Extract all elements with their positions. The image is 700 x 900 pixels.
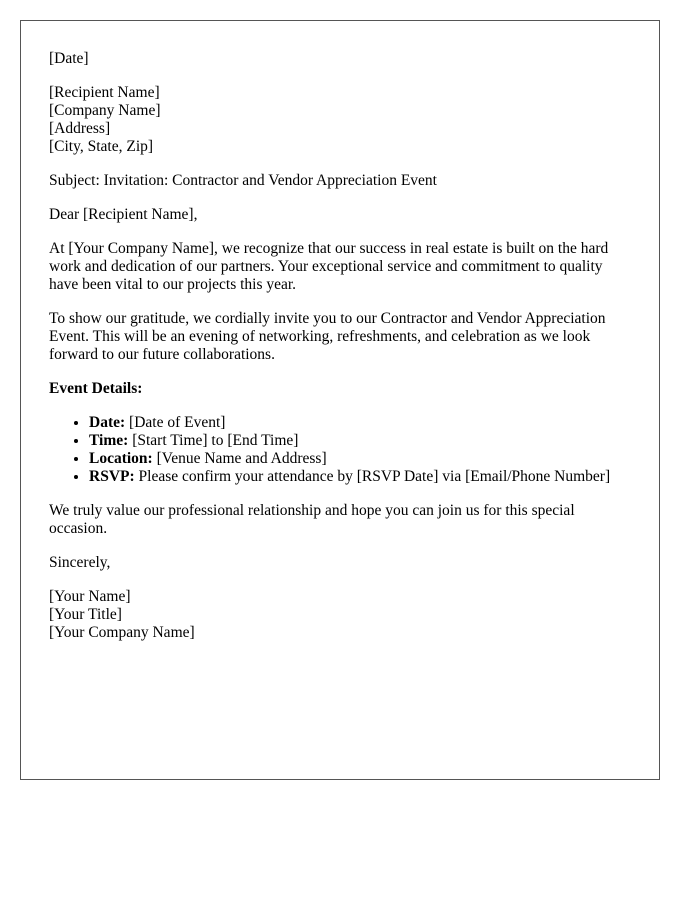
event-detail-rsvp [89, 468, 631, 486]
sign-off: Sincerely, [49, 554, 111, 571]
sender-title: [Your Title] [49, 606, 122, 623]
sender-signature-block [49, 588, 631, 642]
detail-label: Date: [89, 414, 126, 431]
detail-label: Location: [89, 450, 153, 467]
body-paragraph-invitation: To show our gratitude, we cordially invite you to our Contractor and Vendor Appreciation Event. This will be an evening of networking, refreshments, and celebration as we look forward to our future collaborations. [49, 310, 606, 363]
date-text: [Date] [49, 50, 89, 67]
salutation: Dear [Recipient Name], [49, 206, 198, 223]
sender-company: [Your Company Name] [49, 624, 195, 641]
recipient-address-block [49, 84, 631, 156]
closing-paragraph: We truly value our professional relationship and hope you can join us for this special occasion. [49, 502, 575, 537]
detail-value: [Start Time] to [End Time] [132, 432, 299, 449]
event-detail-location [89, 450, 631, 468]
event-detail-time [89, 432, 631, 450]
detail-value: [Venue Name and Address] [156, 450, 327, 467]
detail-label: RSVP: [89, 468, 135, 485]
event-details-heading: Event Details: [49, 380, 143, 397]
sender-name: [Your Name] [49, 588, 131, 605]
recipient-city-state-zip: [City, State, Zip] [49, 138, 154, 155]
detail-value: [Date of Event] [129, 414, 226, 431]
event-details-list [49, 414, 631, 486]
recipient-address: [Address] [49, 120, 111, 137]
recipient-company: [Company Name] [49, 102, 161, 119]
detail-label: Time: [89, 432, 129, 449]
body-paragraph-recognition: At [Your Company Name], we recognize that our success in real estate is built on the hard work and dedication of our partners. Your exceptional service and commitment to quality have been vital to our projects this year. [49, 240, 609, 293]
detail-value: Please confirm your attendance by [RSVP Date] via [Email/Phone Number] [138, 468, 611, 485]
letter-page [20, 20, 660, 780]
recipient-name: [Recipient Name] [49, 84, 160, 101]
date-line [49, 50, 631, 68]
event-detail-date [89, 414, 631, 432]
subject-line: Subject: Invitation: Contractor and Vendor Appreciation Event [49, 172, 437, 189]
